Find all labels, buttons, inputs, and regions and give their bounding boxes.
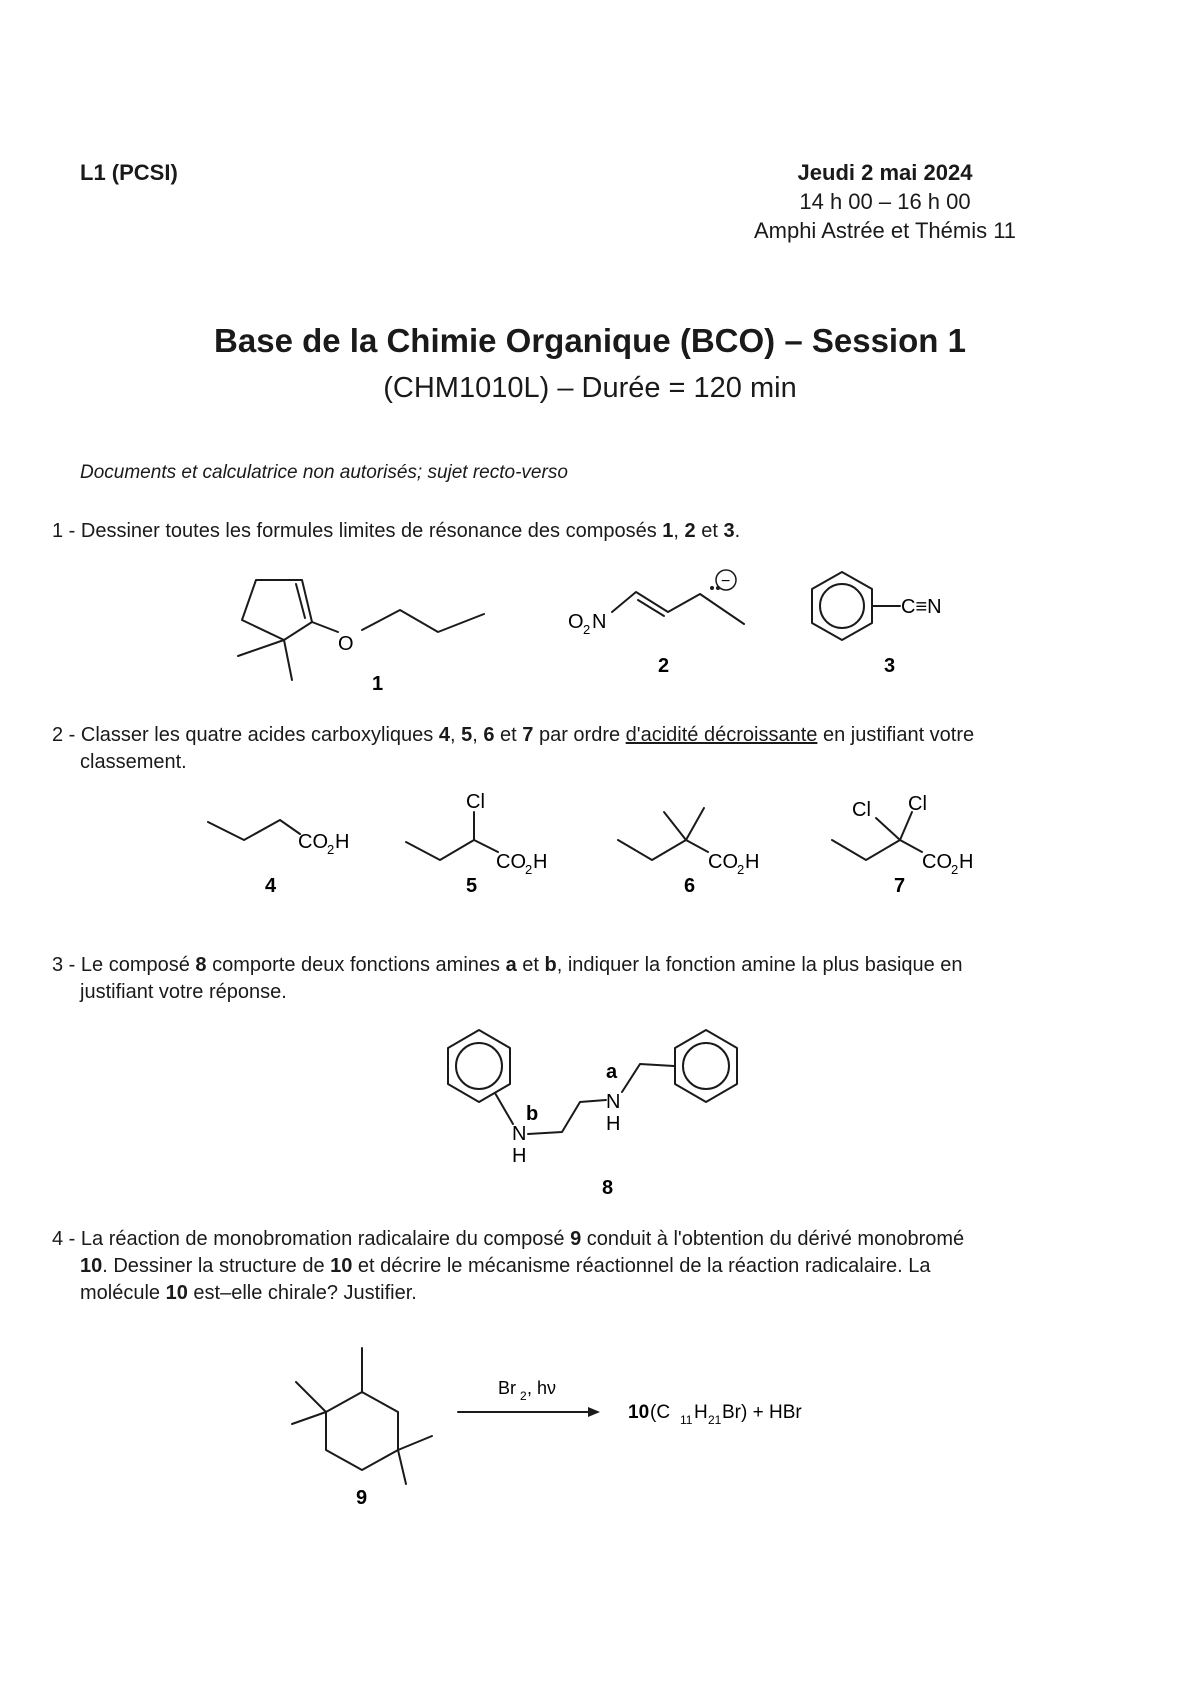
product-sub1: 11 [680, 1413, 693, 1427]
compound-ref: 5 [461, 724, 473, 746]
question-text: conduit à l'obtention du dérivé monobromé [581, 1228, 965, 1250]
compound-ref: 7 [522, 724, 534, 746]
compound-label: 5 [466, 875, 478, 897]
compound-label: 4 [265, 875, 277, 897]
question-text: classement. [80, 751, 187, 773]
product-formula-h: H [694, 1402, 708, 1423]
reaction-product [628, 1402, 802, 1427]
acid-sub: 2 [327, 842, 335, 857]
compound-ref: 3 [723, 520, 735, 542]
question-2 [52, 722, 1172, 776]
acid-group: CO [922, 851, 952, 873]
product-formula: (C [650, 1402, 671, 1423]
question-text: , [449, 724, 462, 746]
question-text: justifiant votre réponse. [80, 981, 287, 1003]
question-text: et [516, 954, 545, 976]
molecule-9 [292, 1348, 432, 1509]
acid-group: CO [298, 831, 328, 853]
acid-group: CO [708, 851, 738, 873]
compound-ref: 4 [438, 724, 450, 746]
reagent-tail: , hν [527, 1378, 557, 1398]
compound-ref: 8 [195, 954, 207, 976]
question-text: , [673, 520, 685, 542]
question-text: Le composé [80, 954, 196, 976]
compound-ref: 10 [330, 1255, 353, 1277]
page-subtitle: (CHM1010L) – Durée = 120 min [383, 372, 797, 404]
question-number: 2 - [52, 724, 76, 746]
question-number: 3 - [52, 954, 76, 976]
question-text: . Dessiner la structure de [102, 1255, 331, 1277]
molecule-6 [618, 808, 759, 897]
nitro-n: N [592, 611, 607, 633]
question-4 [52, 1226, 1170, 1307]
question-text: comporte deux fonctions amines [206, 954, 506, 976]
question-text: par ordre [533, 724, 626, 746]
exam-time: 14 h 00 – 16 h 00 [799, 189, 971, 214]
instructions: Documents et calculatrice non autorisés; sujet recto-verso [80, 462, 568, 483]
compound-label: 9 [356, 1487, 368, 1509]
oxygen-atom: O [338, 633, 354, 655]
underlined-text: d'acidité décroissante [625, 724, 818, 746]
product-sub2: 21 [708, 1413, 722, 1427]
question-text: Dessiner toutes les formules limites de résonance des composés [80, 520, 663, 542]
exam-date: Jeudi 2 mai 2024 [797, 160, 973, 185]
molecule-2 [568, 570, 744, 677]
amine-label-b: b [526, 1103, 539, 1125]
molecule-4 [208, 820, 349, 897]
question-text: , indiquer la fonction amine la plus basique en [556, 954, 963, 976]
compound-ref: 6 [483, 724, 495, 746]
amine-label-a: a [606, 1061, 618, 1083]
acid-group: CO [496, 851, 526, 873]
question-text: et décrire le mécanisme réactionnel de la réaction radicalaire. La [352, 1255, 931, 1277]
molecule-5 [406, 791, 547, 897]
compound-ref: 9 [570, 1228, 582, 1250]
compound-label: 6 [684, 875, 696, 897]
course-level: L1 (PCSI) [80, 160, 178, 185]
nitro-sub: 2 [583, 622, 591, 637]
question-text: , [472, 724, 484, 746]
molecule-3 [812, 572, 942, 677]
question-number: 1 - [52, 520, 76, 542]
question-text: molécule [80, 1282, 166, 1304]
reagent-sub: 2 [520, 1389, 527, 1403]
compound-label: 7 [894, 875, 906, 897]
compound-ref: 1 [662, 520, 674, 542]
compound-label: 8 [602, 1177, 614, 1199]
chlorine-atom: Cl [908, 793, 927, 815]
question-text: est–elle chirale? Justifier. [187, 1282, 417, 1304]
compound-label: 1 [372, 673, 384, 695]
question-number: 4 - [52, 1228, 76, 1250]
compound-ref: 2 [684, 520, 696, 542]
amine-h-b: H [512, 1145, 527, 1167]
nitro-o: O [568, 611, 584, 633]
compound-ref: 10 [165, 1282, 188, 1304]
nitrile-group: C≡N [901, 596, 942, 618]
molecule-7 [832, 793, 973, 897]
acid-h: H [959, 851, 974, 873]
amine-h-a: H [606, 1113, 621, 1135]
product-formula-tail: Br) + HBr [722, 1402, 802, 1423]
question-text: Classer les quatre acides carboxyliques [80, 724, 439, 746]
acid-sub: 2 [525, 862, 533, 877]
compound-label: 2 [658, 655, 670, 677]
question-text: en justifiant votre [817, 724, 975, 746]
amine-ref: b [544, 954, 557, 976]
chlorine-atom: Cl [466, 791, 485, 813]
question-text: et [494, 724, 523, 746]
molecule-8 [448, 1030, 737, 1199]
page-title: Base de la Chimie Organique (BCO) – Session 1 [214, 322, 966, 359]
question-text: . [734, 520, 741, 542]
acid-h: H [745, 851, 760, 873]
charge-sign: − [721, 573, 731, 590]
reagent-text: Br [498, 1378, 516, 1398]
amine-ref: a [505, 954, 517, 976]
product-number: 10 [628, 1402, 650, 1423]
exam-room: Amphi Astrée et Thémis 11 [753, 218, 1017, 243]
chlorine-atom: Cl [852, 799, 871, 821]
amine-n-a: N [606, 1091, 621, 1113]
molecule-1 [238, 580, 484, 695]
acid-sub: 2 [951, 862, 959, 877]
question-text: La réaction de monobromation radicalaire du composé [80, 1228, 571, 1250]
acid-sub: 2 [737, 862, 745, 877]
reaction-arrow [458, 1378, 600, 1417]
amine-n-b: N [512, 1123, 527, 1145]
acid-h: H [533, 851, 548, 873]
question-text: et [695, 520, 724, 542]
question-3 [52, 952, 1172, 1006]
compound-ref: 10 [80, 1255, 103, 1277]
acid-h: H [335, 831, 350, 853]
compound-label: 3 [884, 655, 896, 677]
